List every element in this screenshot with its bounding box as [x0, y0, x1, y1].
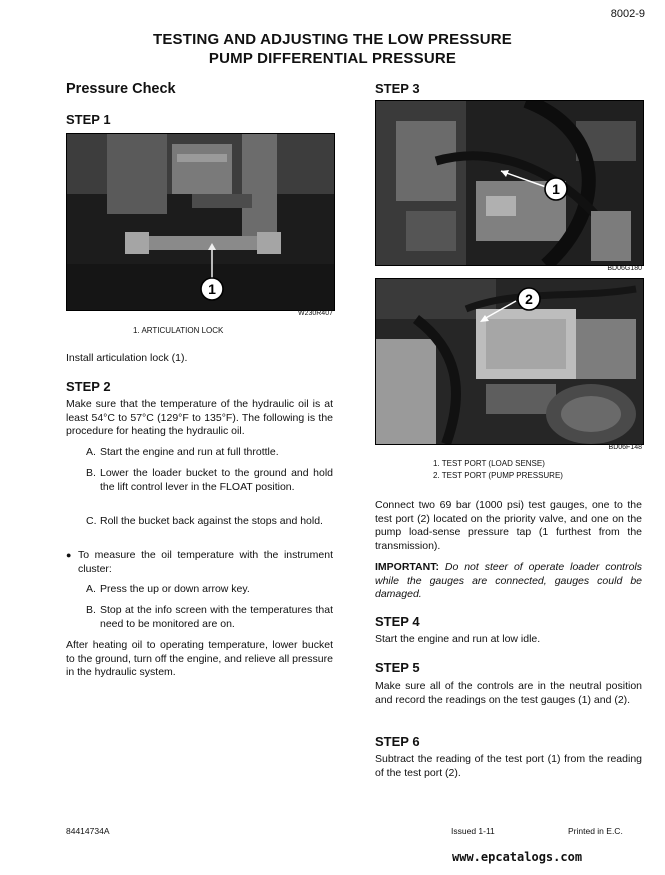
title-line-2: PUMP DIFFERENTIAL PRESSURE	[208, 50, 457, 67]
important-label: IMPORTANT:	[375, 561, 439, 573]
list-item	[86, 583, 333, 597]
list-item	[86, 515, 333, 529]
page-title	[0, 30, 665, 68]
important-note	[375, 561, 642, 602]
image-code: BD06F148	[608, 444, 642, 451]
list-marker: A.	[86, 446, 96, 458]
list-text: Lower the loader bucket to the ground and hold the lift control lever in the FLOAT position.	[100, 467, 333, 493]
pump-pressure-port-photo	[375, 278, 644, 445]
list-text: Start the engine and run at full throttle.	[100, 446, 279, 458]
list-item	[86, 604, 333, 631]
step6-heading: STEP 6	[375, 734, 420, 749]
step2-text: Make sure that the temperature of the hydraulic oil is at least 54°C to 57°C (129°F to 135°F). The following is the procedure for heating the hydraulic oil.	[66, 398, 333, 438]
step5-text: Make sure all of the controls are in the neutral position and record the readings on the test gauges (1) and (2).	[375, 680, 642, 706]
step3-heading: STEP 3	[375, 81, 420, 96]
callout-2-label: 2	[525, 291, 533, 307]
articulation-lock-photo	[66, 133, 335, 311]
title-line-1: TESTING AND ADJUSTING THE LOW PRESSURE	[152, 31, 512, 48]
bullet-icon: ●	[66, 550, 72, 560]
document-number: 84414734A	[66, 826, 110, 836]
step4-text: Start the engine and run at low idle.	[375, 633, 541, 645]
image-code: BD06G180	[607, 265, 642, 272]
step6-text: Subtract the reading of the test port (1) from the reading of the test port (2).	[375, 753, 642, 779]
list-item	[86, 467, 333, 494]
printed-in: Printed in E.C.	[568, 826, 623, 836]
figure-caption: 1. ARTICULATION LOCK	[133, 326, 224, 335]
step1-heading: STEP 1	[66, 112, 111, 127]
bullet-item	[66, 549, 333, 576]
bullet-text: To measure the oil temperature with the instrument cluster:	[78, 549, 333, 575]
page-number: 8002-9	[610, 8, 645, 20]
list-text: Stop at the info screen with the temperatures that need to be monitored are on.	[100, 604, 333, 630]
watermark-link[interactable]: www.epcatalogs.com	[452, 850, 583, 864]
caption-line: 1. TEST PORT (LOAD SENSE)	[433, 459, 545, 468]
list-marker: A.	[86, 583, 96, 595]
image-code: W230R407	[297, 310, 333, 317]
list-text: Roll the bucket back against the stops and hold.	[100, 515, 323, 527]
list-marker: B.	[86, 604, 96, 616]
list-marker: B.	[86, 467, 96, 479]
load-sense-port-photo	[375, 100, 644, 266]
step3-text: Connect two 69 bar (1000 psi) test gauges, one to the test port (2) located on the priority valve, and one on the pump load-sense pressure tap (1 furthest from the transmission).	[375, 499, 642, 552]
step2-heading: STEP 2	[66, 379, 111, 394]
important-text: Do not steer of operate loader controls while the gauges are connected, gauges could be damaged.	[375, 561, 642, 601]
list-item	[86, 446, 333, 460]
figure-caption	[433, 458, 563, 482]
step5-heading: STEP 5	[375, 660, 420, 675]
issued-date: Issued 1-11	[451, 826, 495, 836]
callout-1-label: 1	[208, 281, 216, 297]
step4-heading: STEP 4	[375, 614, 420, 629]
callout-1-label: 1	[552, 181, 560, 197]
list-text: Press the up or down arrow key.	[100, 583, 250, 595]
list-marker: C.	[86, 515, 97, 527]
section-heading: Pressure Check	[66, 81, 176, 97]
caption-line: 2. TEST PORT (PUMP PRESSURE)	[433, 471, 563, 480]
step2-after-text: After heating oil to operating temperature, lower bucket to the ground, turn off the engine, and relieve all pressure in the hydraulic system.	[66, 639, 333, 679]
step1-text: Install articulation lock (1).	[66, 352, 188, 364]
